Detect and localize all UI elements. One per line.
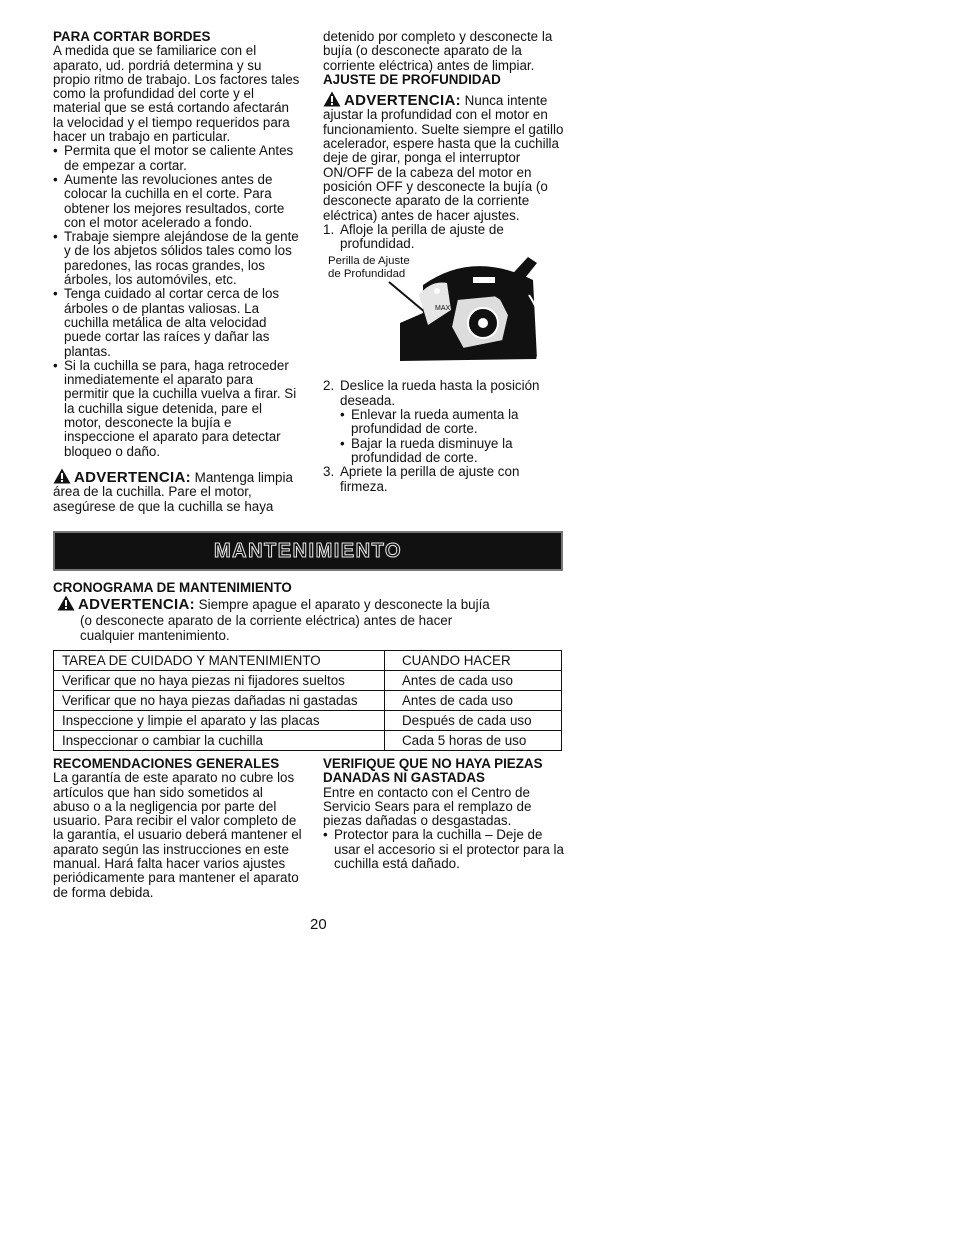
general-recommendations [53,757,303,900]
figure-label [328,255,410,280]
depth-steps-part2 [323,379,568,493]
step-number: 1. [323,221,335,237]
step-text: Deslice la rueda hasta la posición deseada. [340,378,540,408]
warning-block-clean [53,468,301,514]
list-item: • Enlevar la rueda aumenta la profundidad de corte. [340,408,568,437]
warning-icon [323,91,341,107]
list-item: • Protector para la cuchilla – Deje de usar el accesorio si el protector para la cuchilla está dañado. [323,828,568,871]
warning-text: cualquier mantenimiento. [80,627,230,643]
svg-text:MAX: MAX [435,305,451,313]
warning-text: Mantenga limpia área de la cuchilla. Pare el motor, asegúrese de que la cuchilla se haya [53,469,293,514]
warning-label: ADVERTENCIA: [74,468,191,486]
warning-icon [57,595,75,611]
warning-text: Nunca intente ajustar la profundidad con el motor en funcionamiento. Suelte siempre el gatillo acelerador, espere hasta que la cuchilla deje de girar, ponga el interruptor ON/OFF de la cabeza del motor en posición OFF y desconecte la bujía (o desconecte aparato de la corriente eléctrica) antes de hacer ajustes. [323,93,564,223]
table-cell: Inspeccionar o cambiar la cuchilla [54,731,385,751]
left-column [53,30,301,514]
table-header-cell: TAREA DE CUIDADO Y MANTENIMIENTO [54,651,385,671]
list-item [323,465,568,494]
banner-title: MANTENIMIENTO [213,539,402,562]
warning-text: Siempre apague el aparato y desconecte la bujía [198,597,490,613]
warning-text: (o desconecte aparato de la corriente eléctrica) antes de hacer [80,612,453,628]
section-heading-depth: AJUSTE DE PROFUNDIDAD [323,71,501,87]
table-header-row [54,651,562,671]
maintenance-section [53,581,563,643]
table-cell: Cada 5 horas de uso [385,731,562,751]
warning-block-depth [323,91,568,223]
section-heading-schedule: CRONOGRAMA DE MANTENIMIENTO [53,580,292,595]
verify-text: Entre en contacto con el Centro de Servicio Sears para el remplazo de piezas dañadas o desgastadas. [323,784,532,829]
table-cell: Verificar que no haya piezas ni fijadores sueltos [54,671,385,691]
section-heading-edging: PARA CORTAR BORDES [53,29,211,44]
warning-continuation: detenido por completo y desconecte la bujía (o desconecte aparato de la corriente eléctrica) antes de limpiar. [323,29,553,73]
table-cell: Después de cada uso [385,711,562,731]
table-row [54,731,562,751]
section-heading-general: RECOMENDACIONES GENERALES [53,756,280,771]
verify-parts-section [323,757,568,871]
step-number: 2. [323,378,335,394]
warning-icon [53,468,71,484]
list-item: • Bajar la rueda disminuye la profundidad de corte. [340,437,568,466]
sub-list [340,408,568,465]
figure-label-line: de Profundidad [328,268,406,281]
step-text: Afloje la perilla de ajuste de profundidad. [340,221,504,252]
table-row [54,671,562,691]
section-heading-verify: VERIFIQUE QUE NO HAYA PIEZAS DANADAS NI GASTADAS [323,756,543,786]
general-text: La garantía de este aparato no cubre los artículos que han sido sometidos al abuso o a la negligencia por parte del usuario. Para recibir el valor completo de la garantía, el usuario deberá mantener el aparato según las instrucciones en este manual. Hará falta hacer varios ajustes periódicamente para mantener el aparato de forma debida. [53,770,302,900]
depth-adjust-figure [323,255,553,371]
table-cell: Antes de cada uso [385,691,562,711]
list-item: • Permita que el motor se caliente Antes de empezar a cortar. [53,144,301,173]
maintenance-schedule-table [53,650,562,751]
section-banner [53,531,563,571]
figure-label-line: Perilla de Ajuste [328,255,410,268]
page-number: 20 [310,916,327,933]
list-item: • Aumente las revoluciones antes de colocar la cuchilla en el corte. Para obtener los mejores resultados, corte con el motor acelerado a fondo. [53,173,301,230]
warning-block-maintenance [57,595,563,612]
list-item: • Trabaje siempre alejándose de la gente y de los abjetos sólidos tales como los paredones, las rocas grandes, los árboles, los automóviles, etc. [53,230,301,287]
step-text: Apriete la perilla de ajuste con firmeza. [340,464,520,494]
step-number: 3. [323,464,335,480]
list-item [323,223,568,252]
table-header-cell: CUANDO HACER [385,651,562,671]
list-item: • Si la cuchilla se para, haga retroceder inmediatemente el aparato para permitir que la cuchilla vuelva a firar. Si la cuchilla sigue detenida, pare el motor, desconecte la bujía e inspeccione el aparato para detectar bloqueo o daño. [53,359,301,459]
table-row [54,711,562,731]
edging-bullet-list [53,144,301,459]
table-cell: Antes de cada uso [385,671,562,691]
right-column [323,30,568,494]
depth-steps-part1 [323,223,568,252]
table-row [54,691,562,711]
table-cell: Verificar que no haya piezas dañadas ni gastadas [54,691,385,711]
warning-label: ADVERTENCIA: [78,596,195,614]
list-item: • Tenga cuidado al cortar cerca de los árboles o de plantas valiosas. La cuchilla metálica de alta velocidad puede cortar las raíces y dañar las plantas. [53,287,301,358]
warning-label: ADVERTENCIA: [344,92,461,110]
verify-bullet-list [323,828,568,871]
edging-intro: A medida que se familiarice con el aparato, ud. pordriá determina y su propio ritmo de trabajo. Los factores tales como la profundidad del corte y el material que se está cortando afectarán la velocidad y el tiempo requeridos para hacer un trabajo en particular. [53,43,300,145]
list-item [323,379,568,465]
table-cell: Inspeccione y limpie el aparato y las placas [54,711,385,731]
